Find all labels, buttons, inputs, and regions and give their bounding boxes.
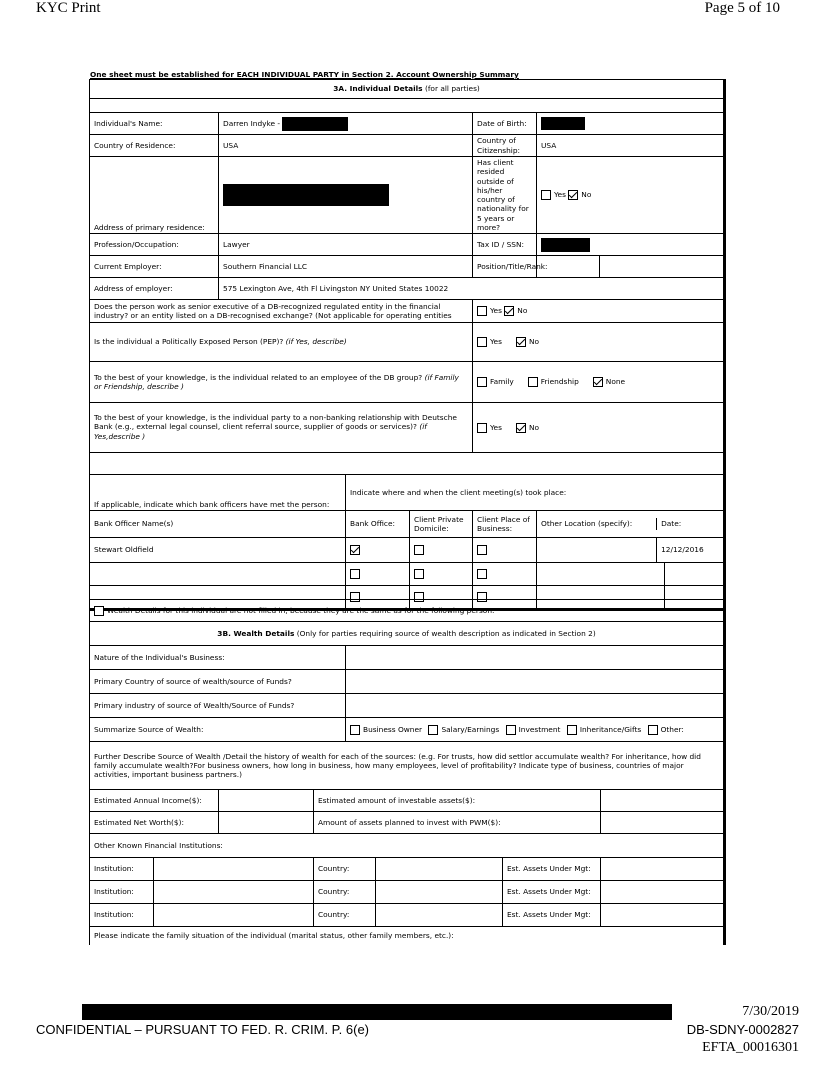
pwm-assets-label: Amount of assets planned to invest with PWM($): xyxy=(314,812,601,834)
pep-question: Is the individual a Politically Exposed Person (PEP)? (if Yes, describe) xyxy=(90,323,473,362)
footer-redaction-bar xyxy=(82,1004,672,1020)
related-employee-options: Family Friendship None xyxy=(473,362,725,403)
checkbox-checked-icon[interactable] xyxy=(516,423,526,433)
checkbox-icon[interactable] xyxy=(477,423,487,433)
col-other-and-date: Other Location (specify): Date: xyxy=(537,511,725,538)
senior-executive-question: Does the person work as senior executive of a DB-recognized regulated entity in the financial industry? or an entity listed on a DB-recognised exchange? (Not applicable for operating entities xyxy=(90,300,473,323)
institution-row: Institution: Country: Est. Assets Under Mgt: xyxy=(90,904,725,927)
dob-label: Date of Birth: xyxy=(473,113,537,135)
redaction-block xyxy=(541,117,585,130)
section-3a-title: 3A. Individual Details (for all parties) xyxy=(90,80,725,99)
meeting-row xyxy=(90,538,725,563)
profession-value: Lawyer xyxy=(219,234,473,256)
institution-row: Institution: Country: Est. Assets Under Mgt: xyxy=(90,858,725,881)
employer-address-label: Address of employer: xyxy=(90,278,219,300)
source-options: Business Owner Salary/Earnings Investment Inheritance/Gifts Other: xyxy=(346,718,725,742)
non-banking-options: Yes No xyxy=(473,403,725,453)
position-extra xyxy=(600,256,725,278)
profession-label: Profession/Occupation: xyxy=(90,234,219,256)
address-label: Address of primary residence: xyxy=(90,157,219,234)
nature-business-value xyxy=(346,646,725,670)
individual-details-table xyxy=(89,79,726,611)
residence-label: Country of Residence: xyxy=(90,135,219,157)
dob-value xyxy=(537,113,725,135)
primary-industry-value xyxy=(346,694,725,718)
checkbox-icon[interactable] xyxy=(567,725,577,735)
pwm-assets-value xyxy=(601,812,725,834)
resided-outside-options: Yes No xyxy=(537,157,725,234)
investable-assets-value xyxy=(601,790,725,812)
redaction-block xyxy=(541,238,590,252)
checkbox-icon[interactable] xyxy=(414,545,424,555)
other-institutions-label: Other Known Financial Institutions: xyxy=(90,834,725,858)
employer-label: Current Employer: xyxy=(90,256,219,278)
checkbox-icon[interactable] xyxy=(94,606,104,616)
senior-executive-options: Yes No xyxy=(473,300,725,323)
net-worth-value xyxy=(219,812,313,833)
citizenship-value: USA xyxy=(537,135,725,157)
page-number: Page 5 of 10 xyxy=(704,0,780,16)
taxid-value xyxy=(537,234,725,256)
bank-officers-question: If applicable, indicate which bank officers have met the person: xyxy=(90,475,346,511)
checkbox-icon[interactable] xyxy=(528,377,538,387)
meeting-date: 12/12/2016 xyxy=(661,545,704,555)
further-describe-text: Further Describe Source of Wealth /Detail the history of wealth for each of the sources: (e.g. For trusts, how did settlor accumulate wealth? For inheritance, how did family accumulate wealth?For business owners, how long in business, how many employees, level of profitability? Indicate type of business, countries of major activities, important business partners.) xyxy=(90,742,725,790)
pep-options: Yes No xyxy=(473,323,725,362)
same-as-person-row: Wealth Details for this individual are not filled in, because they are the same as for the following person: xyxy=(90,600,725,622)
confidential-notice: CONFIDENTIAL – PURSUANT TO FED. R. CRIM. P. 6(e) xyxy=(36,1022,370,1037)
checkbox-icon[interactable] xyxy=(477,569,487,579)
annual-income-label: Estimated Annual Income($): xyxy=(90,790,219,811)
nature-business-label: Nature of the Individual's Business: xyxy=(90,646,346,670)
checkbox-icon[interactable] xyxy=(477,545,487,555)
meeting-location-question: Indicate where and when the client meeting(s) took place: xyxy=(346,475,725,511)
redaction-block xyxy=(282,117,348,131)
annual-income-value xyxy=(219,790,313,811)
checkbox-icon[interactable] xyxy=(541,190,551,200)
residence-value: USA xyxy=(219,135,473,157)
position-label: Position/Title/Rank: xyxy=(473,256,537,278)
primary-country-value xyxy=(346,670,725,694)
net-worth-label: Estimated Net Worth($): xyxy=(90,812,219,833)
taxid-label: Tax ID / SSN: xyxy=(473,234,537,256)
col-client-domicile: Client Private Domicile: xyxy=(410,511,473,538)
efta-number: EFTA_00016301 xyxy=(702,1040,799,1055)
checkbox-icon[interactable] xyxy=(477,306,487,316)
address-value xyxy=(219,157,473,234)
resided-outside-label: Has client resided outside of his/her country of nationality for 5 years or more? xyxy=(473,157,537,234)
checkbox-checked-icon[interactable] xyxy=(593,377,603,387)
individual-name-label: Individual's Name: xyxy=(90,113,219,135)
primary-country-label: Primary Country of source of wealth/source of Funds? xyxy=(90,670,346,694)
checkbox-icon[interactable] xyxy=(648,725,658,735)
checkbox-icon[interactable] xyxy=(506,725,516,735)
family-situation-label: Please indicate the family situation of the individual (marital status, other family members, etc.): xyxy=(90,927,725,945)
col-bank-office: Bank Office: xyxy=(346,511,410,538)
checkbox-checked-icon[interactable] xyxy=(568,190,578,200)
summarize-source-label: Summarize Source of Wealth: xyxy=(90,718,346,742)
employer-value: Southern Financial LLC xyxy=(219,256,473,278)
investable-assets-label: Estimated amount of investable assets($): xyxy=(314,790,601,812)
wealth-details-table xyxy=(89,599,726,945)
instruction-text: One sheet must be established for EACH INDIVIDUAL PARTY in Section 2. Account Ownership Summary xyxy=(90,70,519,79)
redaction-block xyxy=(223,184,389,206)
officer-name: Stewart Oldfield xyxy=(90,538,346,563)
checkbox-icon[interactable] xyxy=(350,569,360,579)
individual-name-value: Darren Indyke - xyxy=(219,113,473,135)
related-employee-question: To the best of your knowledge, is the individual related to an employee of the DB group? (if Family or Friendship, describe ) xyxy=(90,362,473,403)
primary-industry-label: Primary industry of source of Wealth/Source of Funds? xyxy=(90,694,346,718)
citizenship-label: Country of Citizenship: xyxy=(473,135,537,157)
print-header-title: KYC Print xyxy=(36,0,101,16)
non-banking-question: To the best of your knowledge, is the individual party to a non-banking relationship with Deutsche Bank (e.g., external legal counsel, client referral source, supplier of goods or services)? (if Yes,describe ) xyxy=(90,403,473,453)
checkbox-icon[interactable] xyxy=(477,337,487,347)
bates-number: DB-SDNY-0002827 xyxy=(686,1022,799,1037)
meeting-row xyxy=(90,563,725,586)
institution-row: Institution: Country: Est. Assets Under Mgt: xyxy=(90,881,725,904)
employer-address-value: 575 Lexington Ave, 4th Fl Livingston NY United States 10022 xyxy=(219,278,725,300)
col-client-business: Client Place of Business: xyxy=(473,511,537,538)
checkbox-checked-icon[interactable] xyxy=(350,545,360,555)
checkbox-icon[interactable] xyxy=(350,725,360,735)
checkbox-icon[interactable] xyxy=(428,725,438,735)
col-bank-officer: Bank Officer Name(s) xyxy=(90,511,346,538)
checkbox-icon[interactable] xyxy=(414,569,424,579)
footer-date: 7/30/2019 xyxy=(742,1004,799,1019)
checkbox-icon[interactable] xyxy=(477,377,487,387)
checkbox-checked-icon[interactable] xyxy=(516,337,526,347)
section-3b-title: 3B. Wealth Details (Only for parties requiring source of wealth description as indicated in Section 2) xyxy=(90,622,725,646)
checkbox-checked-icon[interactable] xyxy=(504,306,514,316)
